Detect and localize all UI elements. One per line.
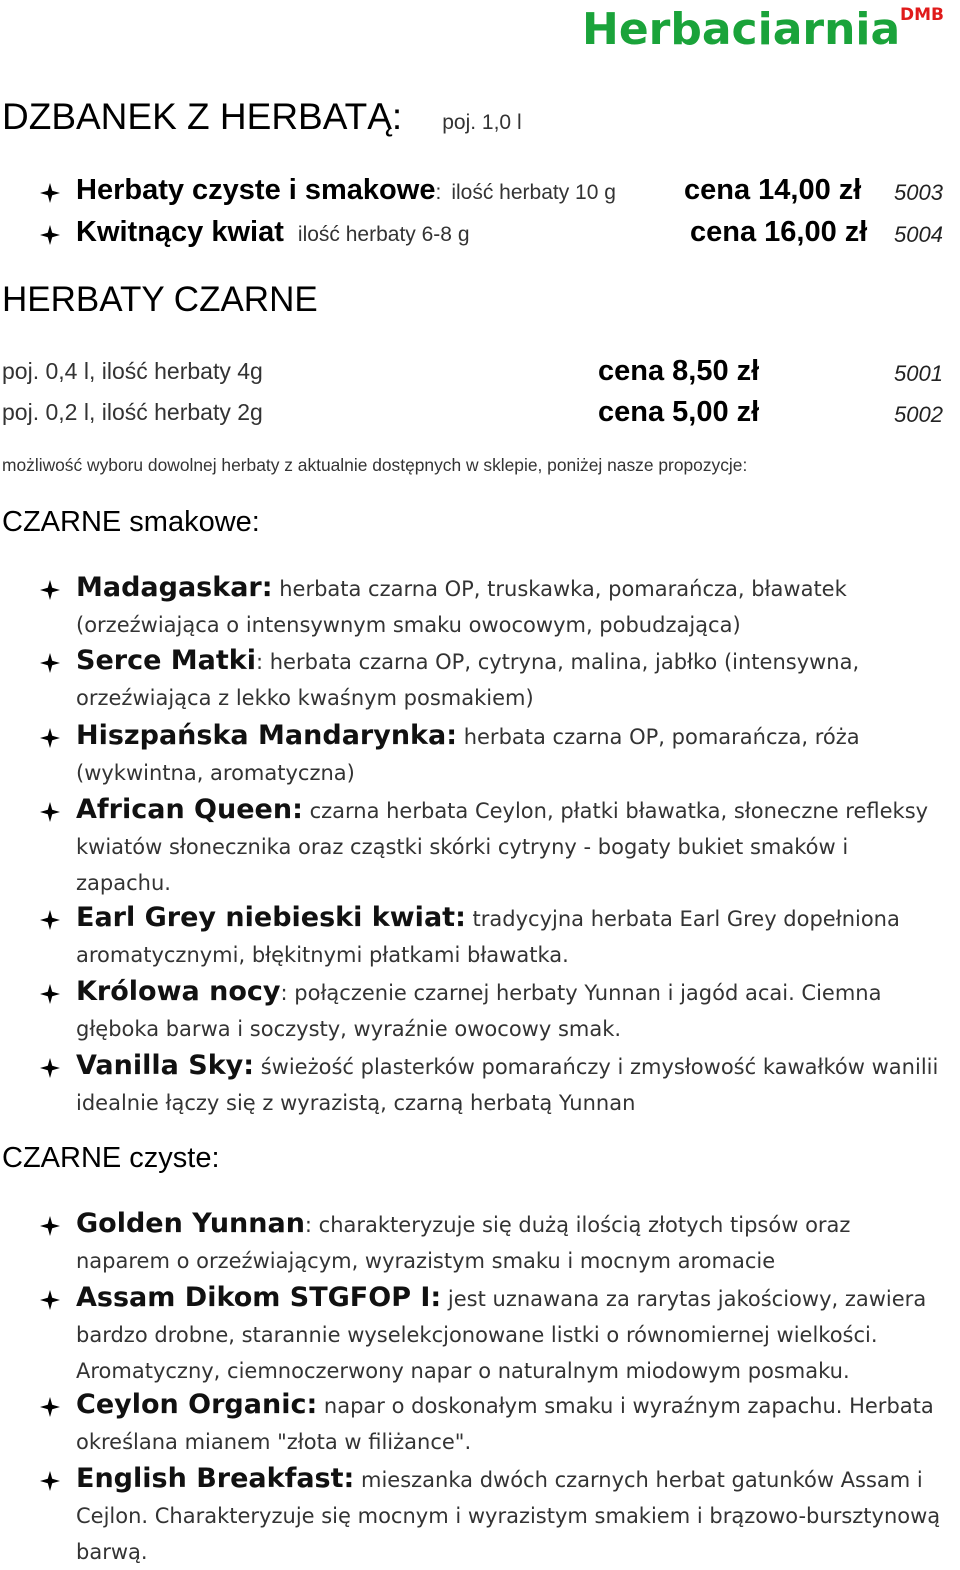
tea-item	[76, 1048, 946, 1121]
tea-item	[76, 1387, 946, 1460]
tea-item	[76, 643, 946, 716]
tea-name: Assam Dikom STGFOP I:	[76, 1282, 442, 1313]
size-row	[0, 396, 960, 436]
diamond-bullet-icon	[40, 910, 60, 930]
page-title-text: DZBANEK Z HERBATĄ:	[2, 96, 403, 137]
tea-name: African Queen:	[76, 794, 303, 825]
tea-name: Serce Matki	[76, 645, 256, 676]
pitcher-amount: ilość herbaty 10 g	[451, 181, 616, 204]
tea-desc: tradycyjna herbata Earl Grey dopełniona aromatycznymi, błękitnymi płatkami bławatka.	[76, 907, 900, 967]
size-code: 5002	[894, 402, 943, 427]
size-code: 5001	[894, 361, 943, 386]
tea-item	[76, 792, 946, 901]
tea-item	[76, 1206, 946, 1279]
pitcher-sep: :	[435, 181, 442, 204]
tea-name: Ceylon Organic:	[76, 1389, 318, 1420]
diamond-bullet-icon	[40, 653, 60, 673]
diamond-bullet-icon	[40, 1471, 60, 1491]
diamond-bullet-icon	[40, 1216, 60, 1236]
page-title	[2, 96, 522, 138]
diamond-bullet-icon	[40, 225, 60, 245]
section-title: HERBATY CZARNE	[2, 280, 318, 319]
size-info: poj. 0,2 l, ilość herbaty 2g	[2, 399, 263, 425]
pitcher-amount: ilość herbaty 6-8 g	[297, 223, 470, 246]
tea-item	[76, 570, 946, 643]
logo-mark: DMB	[900, 5, 944, 25]
size-row	[0, 355, 960, 395]
tea-desc: : charakteryzuje się dużą ilością złotych tipsów oraz naparem o orzeźwiającym, wyrazistym smaku i mocnym aromacie	[76, 1213, 851, 1273]
size-price: cena 5,00 zł	[598, 396, 760, 428]
tea-name: Golden Yunnan	[76, 1208, 305, 1239]
tea-name: Earl Grey niebieski kwiat:	[76, 902, 466, 933]
pitcher-capacity: poj. 1,0 l	[442, 111, 522, 134]
tea-name: English Breakfast:	[76, 1463, 355, 1494]
size-info: poj. 0,4 l, ilość herbaty 4g	[2, 358, 263, 384]
diamond-bullet-icon	[40, 1290, 60, 1310]
selection-note: możliwość wyboru dowolnej herbaty z aktualnie dostępnych w sklepie, poniżej nasze propozycje:	[2, 455, 748, 475]
tea-name: Hiszpańska Mandarynka:	[76, 720, 458, 751]
tea-desc: mieszanka dwóch czarnych herbat gatunków Assam i Cejlon. Charakteryzuje się mocnym i wyrazistym smakiem i brązowo-bursztynową barwą.	[76, 1468, 941, 1564]
pitcher-row	[0, 214, 960, 254]
diamond-bullet-icon	[40, 984, 60, 1004]
tea-item	[76, 1461, 946, 1570]
pure-title: CZARNE czyste:	[2, 1142, 220, 1174]
tea-desc: : herbata czarna OP, cytryna, malina, jabłko (intensywna, orzeźwiająca z lekko kwaśnym posmakiem)	[76, 650, 860, 710]
tea-name: Vanilla Sky:	[76, 1050, 255, 1081]
diamond-bullet-icon	[40, 1058, 60, 1078]
tea-desc: czarna herbata Ceylon, płatki bławatka, słoneczne refleksy kwiatów słonecznika oraz cząstki skórki cytryny - bogaty bukiet smaków i zapachu.	[76, 799, 929, 895]
herbaciarnia-logo	[582, 2, 954, 50]
diamond-bullet-icon	[40, 728, 60, 748]
tea-desc: herbata czarna OP, truskawka, pomarańcza, bławatek (orzeźwiająca o intensywnym smaku owocowym, pobudzająca)	[76, 577, 847, 637]
diamond-bullet-icon	[40, 1397, 60, 1417]
size-price: cena 8,50 zł	[598, 355, 760, 387]
pitcher-code: 5003	[894, 180, 943, 205]
tea-item	[76, 900, 946, 973]
tea-name: Madagaskar:	[76, 572, 273, 603]
diamond-bullet-icon	[40, 580, 60, 600]
pitcher-row	[0, 172, 960, 212]
flavoured-title: CZARNE smakowe:	[2, 506, 260, 538]
tea-item	[76, 1280, 946, 1389]
tea-desc: : połączenie czarnej herbaty Yunnan i jagód acai. Ciemna głęboka barwa i soczysty, wyraźnie owocowy smak.	[76, 981, 882, 1041]
tea-name: Królowa nocy	[76, 976, 281, 1007]
tea-item	[76, 718, 946, 791]
tea-item	[76, 974, 946, 1047]
tea-desc: świeżość plasterków pomarańczy i zmysłowość kawałków wanilii idealnie łączy się z wyrazistą, czarną herbatą Yunnan	[76, 1055, 939, 1115]
diamond-bullet-icon	[40, 802, 60, 822]
logo-name: Herbaciarnia	[582, 4, 901, 50]
pitcher-name: Herbaty czyste i smakowe	[76, 174, 436, 206]
pitcher-name: Kwitnący kwiat	[76, 216, 284, 248]
tea-desc: jest uznawana za rarytas jakościowy, zawiera bardzo drobne, starannie wyselekcjonowane listki o równomiernej wielkości. Aromatyczny, ciemnoczerwony napar o naturalnym miodowym posmaku.	[76, 1287, 927, 1383]
diamond-bullet-icon	[40, 183, 60, 203]
tea-desc: herbata czarna OP, pomarańcza, róża (wykwintna, aromatyczna)	[76, 725, 860, 785]
pitcher-code: 5004	[894, 222, 943, 247]
pitcher-price: cena 14,00 zł	[684, 174, 862, 206]
tea-desc: napar o doskonałym smaku i wyraźnym zapachu. Herbata określana mianem "złota w filiżance".	[76, 1394, 934, 1454]
pitcher-price: cena 16,00 zł	[690, 216, 868, 248]
